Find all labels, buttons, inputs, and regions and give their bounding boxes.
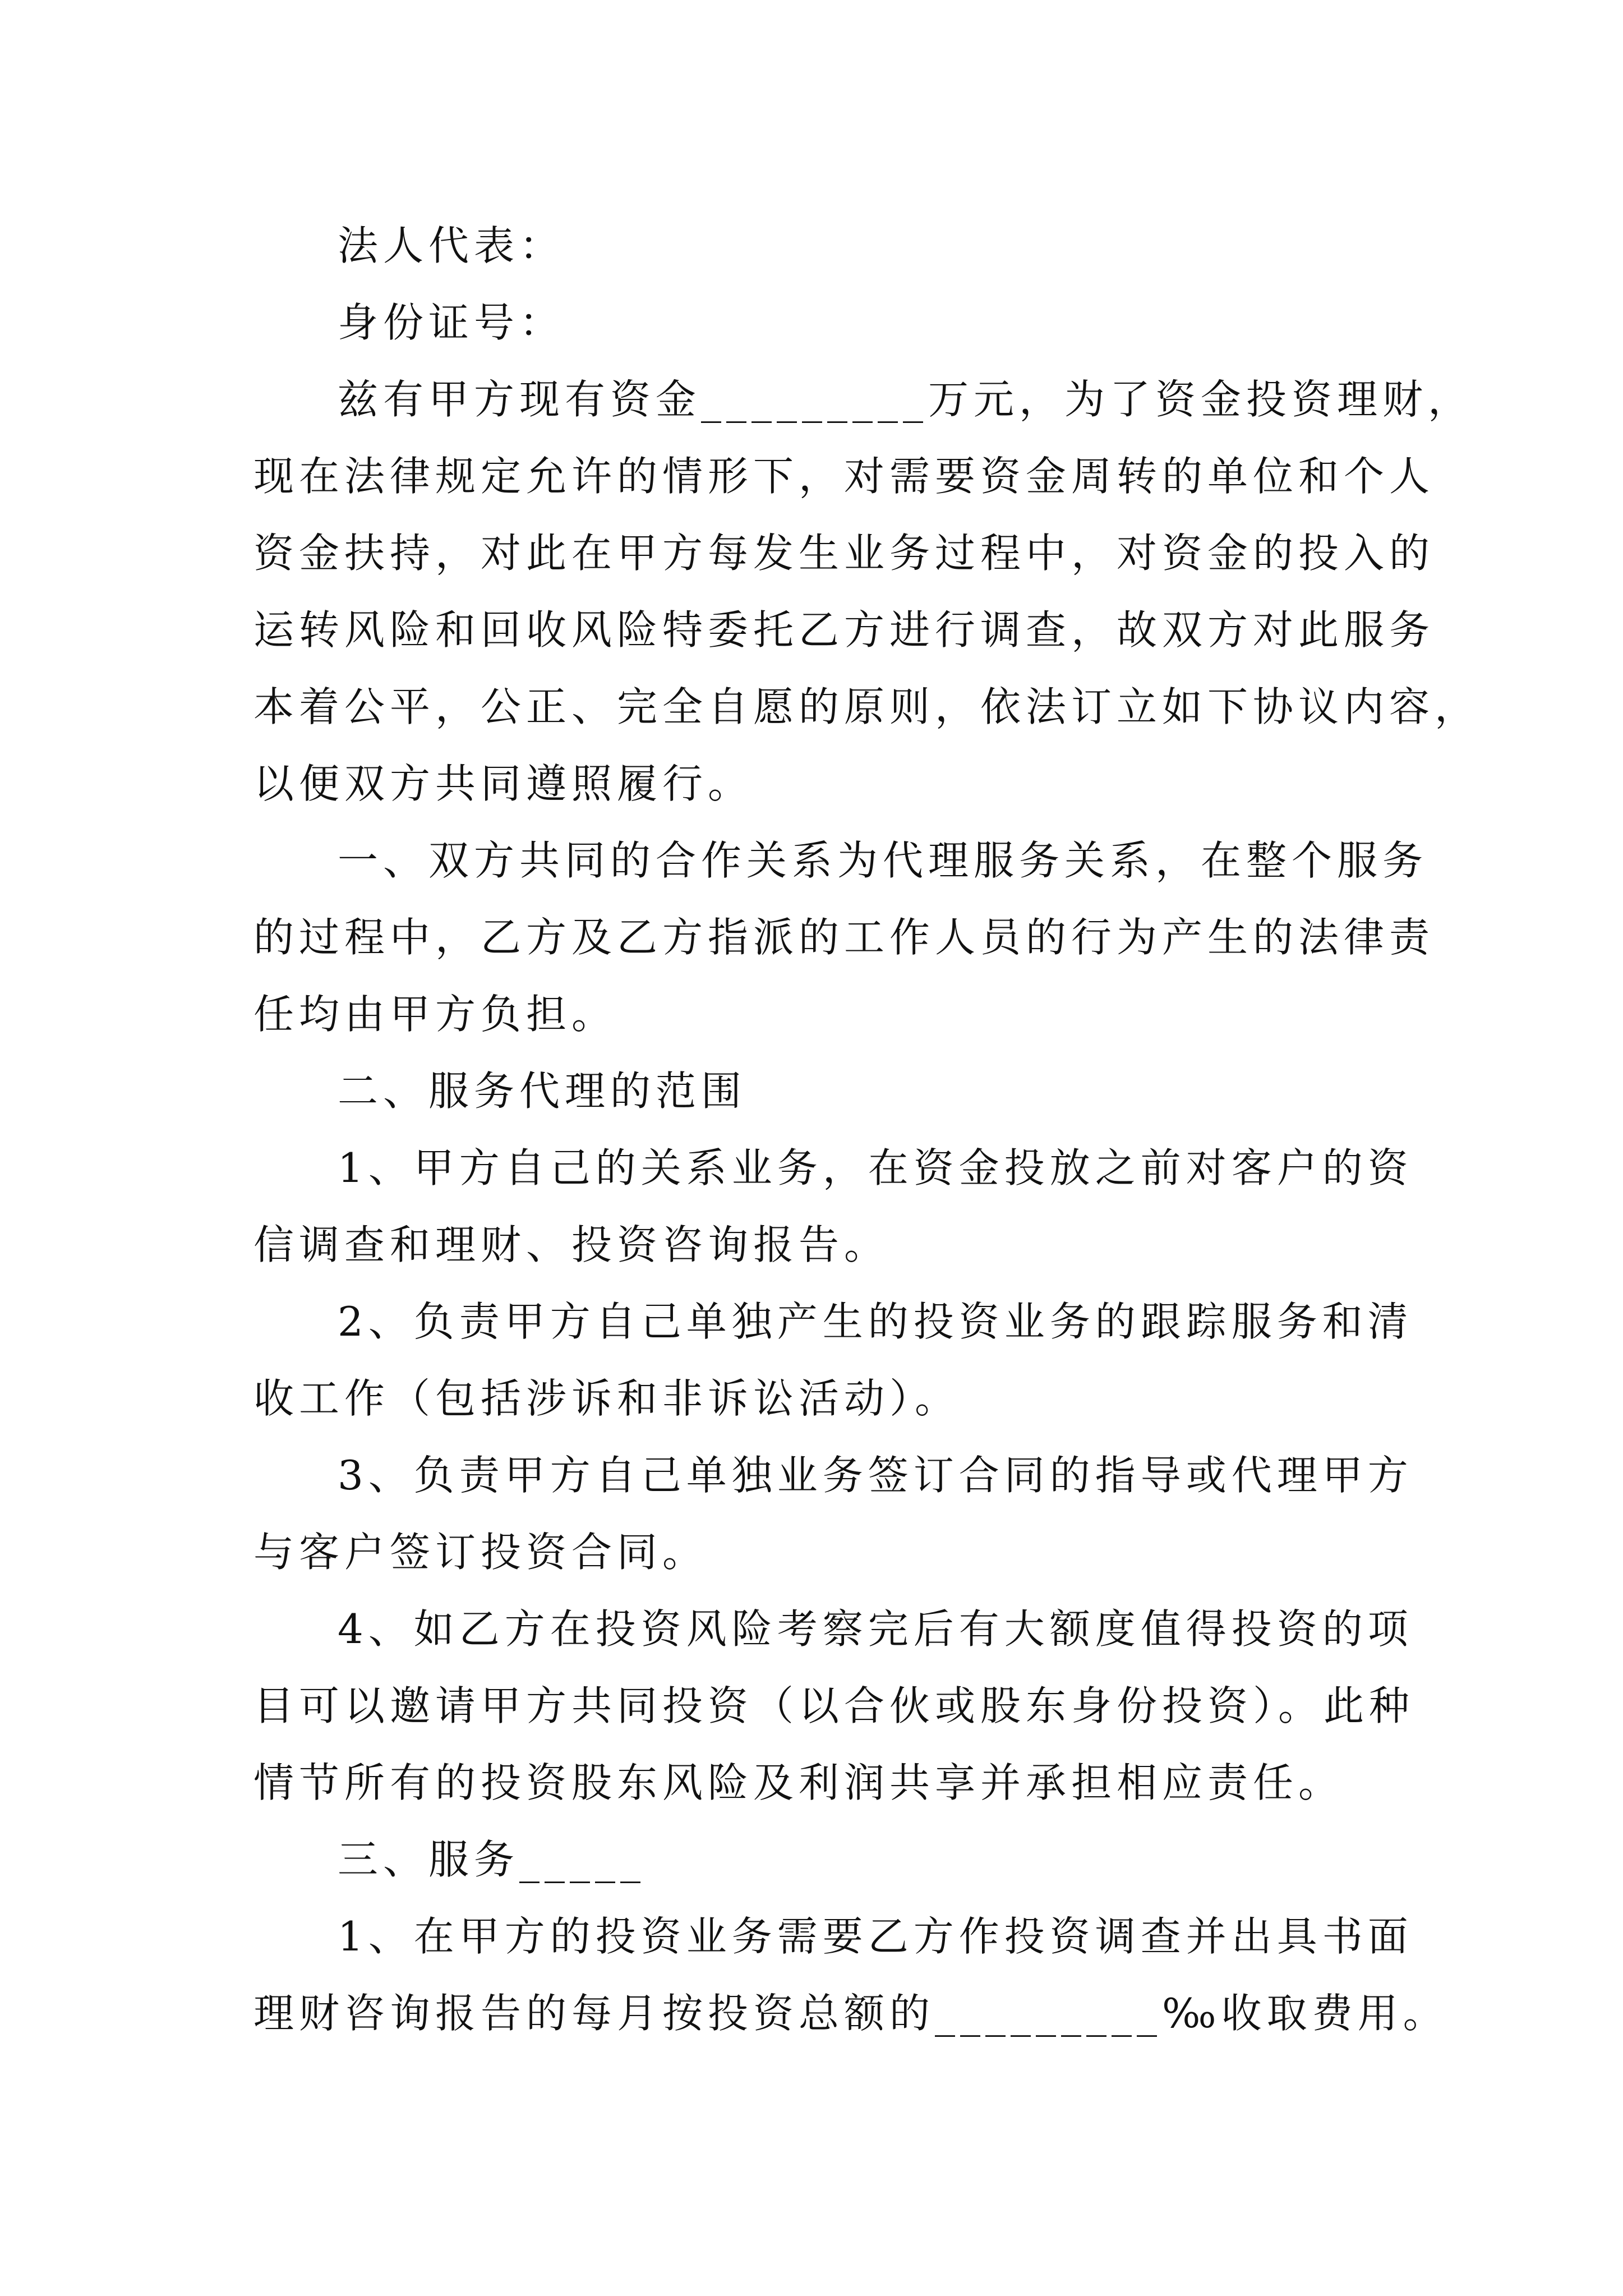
- preamble-line-2: 现在法律规定允许的情形下，对需要资金周转的单位和个人: [253, 453, 1435, 500]
- clause-2-item-2-line-1: 2、负责甲方自己单独产生的投资业务的跟踪服务和清: [338, 1298, 1413, 1345]
- clause-2-item-1-line-2: 信调查和理财、投资咨询报告。: [253, 1221, 890, 1268]
- clause-3-item-1-line-1: 1、在甲方的投资业务需要乙方作投资调查并出具书面: [338, 1913, 1413, 1960]
- document-body: [253, 208, 1481, 2052]
- clause-1-line-2: 的过程中，乙方及乙方指派的工作人员的行为产生的法律责: [253, 914, 1435, 961]
- preamble-line-5: 本着公平，公正、完全自愿的原则，依法订立如下协议内容，: [253, 683, 1481, 730]
- clause-2-item-3-line-2: 与客户签订投资合同。: [253, 1529, 708, 1576]
- preamble-line-4: 运转风险和回收风险特委托乙方进行调查，故双方对此服务: [253, 606, 1435, 654]
- clause-2-item-4-line-1: 4、如乙方在投资风险考察完后有大额度值得投资的项: [338, 1605, 1413, 1653]
- clause-2-heading: 二、服务代理的范围: [338, 1068, 747, 1115]
- clause-2-item-1-line-1: 1、甲方自己的关系业务，在资金投放之前对客户的资: [338, 1144, 1413, 1191]
- legal-representative-line: 法人代表：: [338, 222, 565, 269]
- clause-2-item-4-line-2: 目可以邀请甲方共同投资（以合伙或股东身份投资）。此种: [253, 1682, 1415, 1729]
- clause-3-item-1-line-2: 理财咨询报告的每月按投资总额的_________‰收取费用。: [253, 1990, 1449, 2037]
- clause-1-line-3: 任均由甲方负担。: [253, 991, 617, 1038]
- preamble-line-6: 以便双方共同遵照履行。: [253, 760, 754, 807]
- clause-1-line-1: 一、双方共同的合作关系为代理服务关系，在整个服务: [338, 837, 1428, 884]
- clause-2-item-4-line-3: 情节所有的投资股东风险及利润共享并承担相应责任。: [253, 1759, 1344, 1806]
- preamble-line-3: 资金扶持，对此在甲方每发生业务过程中，对资金的投入的: [253, 530, 1435, 577]
- clause-2-item-3-line-1: 3、负责甲方自己单独业务签订合同的指导或代理甲方: [338, 1452, 1413, 1499]
- preamble-line-1: 兹有甲方现有资金_________万元，为了资金投资理财，: [338, 376, 1474, 423]
- id-number-line: 身份证号：: [338, 299, 565, 346]
- clause-3-heading: 三、服务_____: [338, 1836, 646, 1883]
- clause-2-item-2-line-2: 收工作（包括涉诉和非诉讼活动）。: [253, 1375, 961, 1422]
